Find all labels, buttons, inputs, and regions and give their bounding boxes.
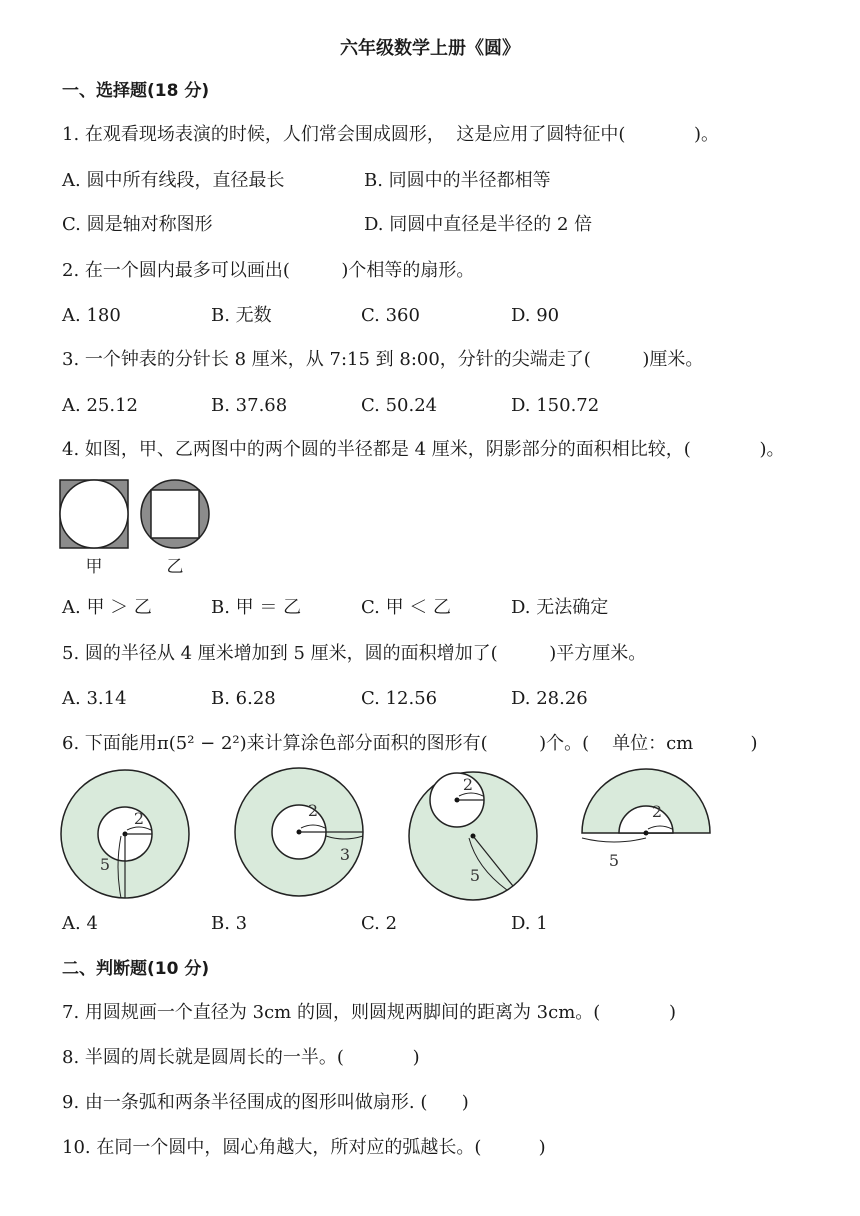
question-2-option-c: C. 360	[361, 305, 420, 326]
q6-figure-3	[409, 772, 537, 900]
question-4-option-d: D. 无法确定	[511, 597, 609, 618]
page-title: 六年级数学上册《圆》	[340, 38, 520, 59]
fig2-label-3: 3	[339, 845, 351, 864]
question-2-option-d: D. 90	[511, 305, 560, 326]
fig3-label-2: 2	[462, 775, 474, 794]
question-7: 7. 用圆规画一个直径为 3cm 的圆，则圆规两脚间的距离为 3cm。( )	[62, 1002, 676, 1023]
question-1-stem: 1. 在观看现场表演的时候，人们常会围成圆形， 这是应用了圆特征中( )。	[62, 124, 720, 145]
question-10: 10. 在同一个圆中，圆心角越大，所对应的弧越长。( )	[62, 1137, 546, 1158]
yi-inner-square	[151, 490, 199, 538]
question-5-option-a: A. 3.14	[62, 688, 127, 709]
figure-jia	[60, 480, 128, 577]
question-5-stem: 5. 圆的半径从 4 厘米增加到 5 厘米，圆的面积增加了( )平方厘米。	[62, 643, 647, 664]
fig4-label-2: 2	[651, 802, 663, 821]
question-2-stem: 2. 在一个圆内最多可以画出( )个相等的扇形。	[62, 260, 475, 281]
question-6-option-c: C. 2	[361, 913, 398, 934]
fig4-label-5: 5	[608, 851, 620, 870]
question-1-option-b: B. 同圆中的半径都相等	[364, 170, 551, 191]
question-3-option-b: B. 37.68	[211, 395, 288, 416]
question-6-figures	[55, 764, 725, 904]
section-heading-choice: 一、选择题(18 分)	[62, 81, 210, 101]
figure-label-yi: 乙	[166, 557, 184, 577]
question-4-option-c: C. 甲 ＜ 乙	[361, 597, 452, 618]
question-8: 8. 半圆的周长就是圆周长的一半。( )	[62, 1047, 420, 1068]
question-1-option-a: A. 圆中所有线段，直径最长	[62, 170, 285, 191]
fig1-label-2: 2	[133, 809, 145, 828]
question-3-option-c: C. 50.24	[361, 395, 438, 416]
question-6-stem: 6. 下面能用π(5² − 2²)来计算涂色部分面积的图形有( )个。( 单位：cm )	[62, 733, 758, 754]
fig1-label-5: 5	[99, 855, 111, 874]
q6-figure-4	[582, 769, 710, 870]
question-4-option-b: B. 甲 ＝ 乙	[211, 597, 302, 618]
q6-figure-2	[235, 768, 363, 896]
fig3-label-5: 5	[469, 866, 481, 885]
question-2-option-b: B. 无数	[211, 305, 272, 326]
question-4-option-a: A. 甲 ＞ 乙	[62, 597, 152, 618]
fig2-label-2: 2	[307, 801, 319, 820]
question-4-figure	[58, 476, 218, 580]
question-6-option-d: D. 1	[511, 913, 548, 934]
question-5-option-d: D. 28.26	[511, 688, 588, 709]
question-5-option-c: C. 12.56	[361, 688, 438, 709]
figure-label-jia: 甲	[85, 557, 103, 577]
question-6-option-a: A. 4	[62, 913, 98, 934]
question-3-stem: 3. 一个钟表的分针长 8 厘米，从 7:15 到 8:00，分针的尖端走了( )厘米。	[62, 349, 704, 370]
question-1-option-c: C. 圆是轴对称图形	[62, 214, 213, 235]
question-5-option-b: B. 6.28	[211, 688, 276, 709]
question-6-option-b: B. 3	[211, 913, 248, 934]
question-3-option-d: D. 150.72	[511, 395, 600, 416]
q6-figure-1	[61, 770, 189, 898]
jia-inner-circle	[60, 480, 128, 548]
section-heading-judge: 二、判断题(10 分)	[62, 959, 210, 979]
question-2-option-a: A. 180	[62, 305, 121, 326]
question-3-option-a: A. 25.12	[62, 395, 138, 416]
question-9: 9. 由一条弧和两条半径围成的图形叫做扇形. ( )	[62, 1092, 469, 1113]
question-4-stem: 4. 如图，甲、乙两图中的两个圆的半径都是 4 厘米，阴影部分的面积相比较，( )。	[62, 439, 785, 460]
question-1-option-d: D. 同圆中直径是半径的 2 倍	[364, 214, 593, 235]
figure-yi	[141, 480, 209, 577]
